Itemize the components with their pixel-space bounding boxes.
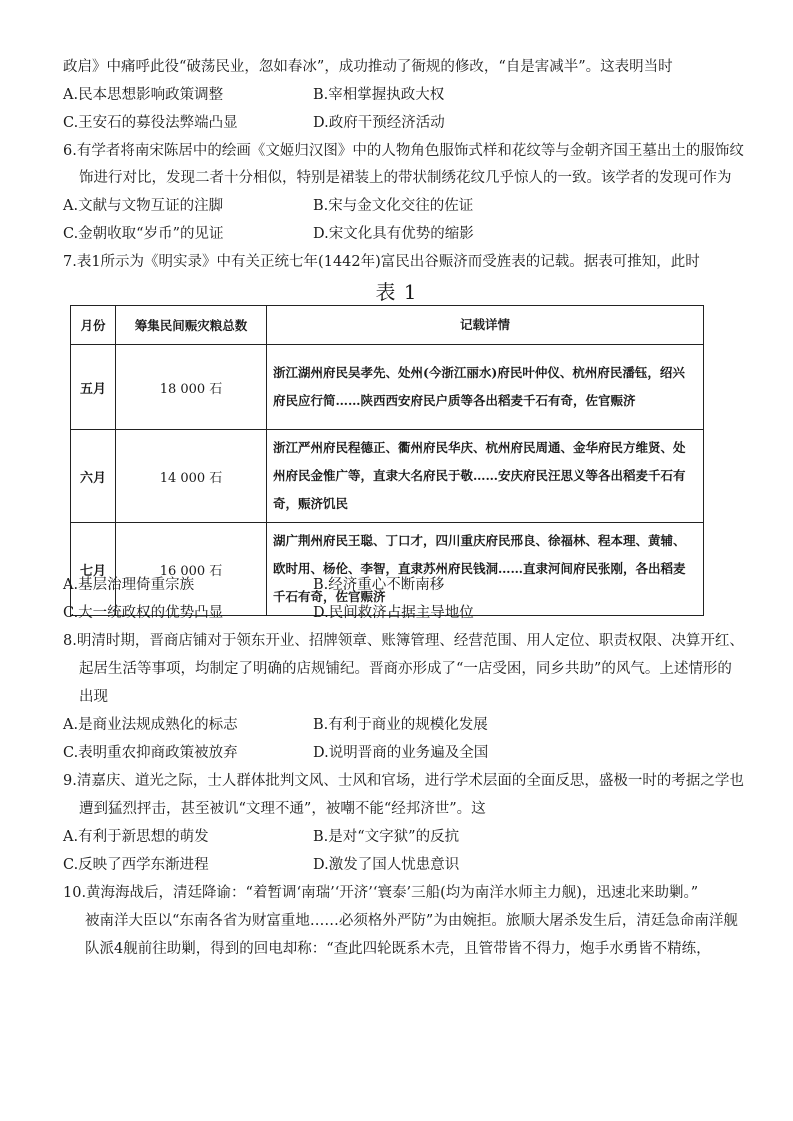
row-detail: 湖广荆州府民王聪、丁口才，四川重庆府民邢良、徐福林、程本理、黄辅、欧时用、杨伦、李智，直隶苏州府民钱洞……直隶河间府民张刚，各出稻麦千石有奇，佐官赈济: [267, 523, 704, 616]
row-month: 六月: [71, 430, 116, 523]
q9-option-a: A.有利于新思想的萌发: [63, 829, 209, 845]
table-header-row: [71, 306, 704, 345]
q7-option-d: D.民间救济占据主导地位: [313, 605, 474, 621]
q8-option-c: C.表明重农抑商政策被放弃: [63, 745, 238, 761]
q7-option-c: C.大一统政权的优势凸显: [63, 605, 224, 621]
q10-stem-line-3: 队派4舰前往助剿，得到的回电却称：“查此四轮既系木壳，且管带皆不得力，炮手水勇皆不精练，: [85, 941, 711, 957]
row-detail: 浙江湖州府民吴孝先、处州(今浙江丽水)府民叶仲仪、杭州府民潘钰，绍兴府民应行简……陕西西安府民户质等各出稻麦千石有奇，佐官赈济: [267, 345, 704, 430]
relief-table: [70, 305, 704, 616]
table-row: [71, 523, 704, 616]
q5-option-b: B.宰相掌握执政大权: [313, 87, 445, 103]
q5-option-a: A.民本思想影响政策调整: [63, 87, 224, 103]
q9-option-c: C.反映了西学东渐进程: [63, 857, 209, 873]
q10-stem-line-1: 10.黄海海战后，清廷降谕：“着暂调‘南瑞’‘开济’‘寰泰’三船(均为南洋水师主力舰)，迅速北来助剿。”: [63, 885, 699, 901]
row-month: 五月: [71, 345, 116, 430]
row-total: 16 000 石: [116, 523, 267, 616]
q9-option-b: B.是对“文字狱”的反抗: [313, 829, 460, 845]
q10-stem-line-2: 被南洋大臣以“东南各省为财富重地……必须格外严防”为由婉拒。旅顺大屠杀发生后，清廷急命南洋舰: [85, 913, 738, 929]
q5-option-d: D.政府干预经济活动: [313, 115, 445, 131]
table-title: 表 1: [375, 280, 418, 304]
q9-option-d: D.激发了国人忧患意识: [313, 857, 460, 873]
table-row: [71, 430, 704, 523]
q8-stem-line-3: 出现: [79, 689, 108, 705]
q6-stem-line-2: 饰进行对比，发现二者十分相似，特别是裙装上的带状制绣花纹几乎惊人的一致。该学者的发现可作为: [79, 170, 732, 186]
q9-stem-line-1: 9.清嘉庆、道光之际，士人群体批判文风、士风和官场，进行学术层面的全面反思，盛极一时的考据之学也: [63, 773, 744, 789]
header-month: 月份: [71, 306, 116, 345]
q8-option-d: D.说明晋商的业务遍及全国: [313, 745, 489, 761]
q8-option-b: B.有利于商业的规模化发展: [313, 717, 488, 733]
q8-stem-line-1: 8.明清时期，晋商店铺对于领东开业、招牌领章、账簿管理、经营范围、用人定位、职责权限、决算开红、: [63, 633, 744, 649]
row-detail: 浙江严州府民程德正、衢州府民华庆、杭州府民周通、金华府民方维贤、处州府民金惟广等，直隶大名府民于敬……安庆府民汪思义等各出稻麦千石有奇，赈济饥民: [267, 430, 704, 523]
table-row: [71, 345, 704, 430]
q6-option-b: B.宋与金文化交往的佐证: [313, 198, 474, 214]
q6-stem-line-1: 6.有学者将南宋陈居中的绘画《文姬归汉图》中的人物角色服饰式样和花纹等与金朝齐国王墓出土的服饰纹: [63, 143, 744, 159]
q6-option-c: C.金朝收取“岁币”的见证: [63, 226, 224, 242]
row-total: 14 000 石: [116, 430, 267, 523]
q6-option-d: D.宋文化具有优势的缩影: [313, 226, 474, 242]
q5-option-c: C.王安石的募役法弊端凸显: [63, 115, 238, 131]
header-detail: 记载详情: [267, 306, 704, 345]
q8-stem-line-2: 起居生活等事项，均制定了明确的店规铺纪。晋商亦形成了“一店受困，同乡共助”的风气。上述情形的: [79, 661, 732, 677]
header-total: 筹集民间赈灾粮总数: [116, 306, 267, 345]
row-month: 七月: [71, 523, 116, 616]
q9-stem-line-2: 遭到猛烈抨击，甚至被讥“文理不通”，被嘲不能“经邦济世”。这: [79, 801, 486, 817]
q5-stem-end: 政启》中痛呼此役“破荡民业，忽如春冰”，成功推动了衙规的修改，“自是害减半”。这表明当时: [63, 59, 673, 75]
q7-stem: 7.表1所示为《明实录》中有关正统七年(1442年)富民出谷赈济而受旌表的记载。据表可推知，此时: [63, 254, 700, 270]
q7-option-b: B.经济重心不断南移: [313, 577, 445, 593]
q7-option-a: A.基层治理倚重宗族: [63, 577, 195, 593]
q6-option-a: A.文献与文物互证的注脚: [63, 198, 224, 214]
q8-option-a: A.是商业法规成熟化的标志: [63, 717, 238, 733]
row-total: 18 000 石: [116, 345, 267, 430]
